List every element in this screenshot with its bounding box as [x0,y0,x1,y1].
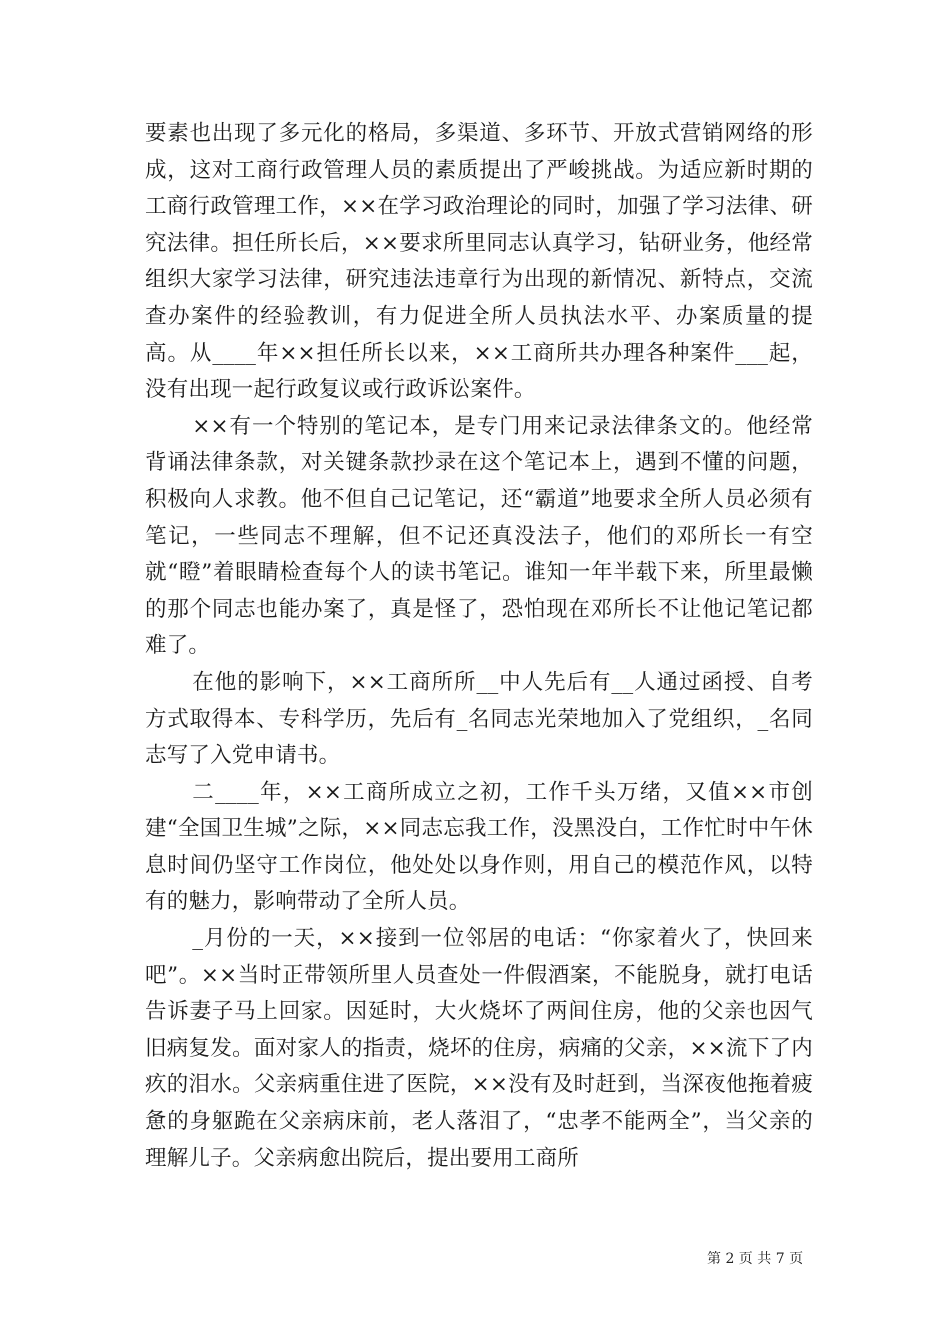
paragraph-4: 二____年，××工商所成立之初，工作千头万绪，又值××市创建“全国卫生城”之际，××同志忘我工作，没黑没白，工作忙时中午休息时间仍坚守工作岗位，他处处以身作则，用自己的模范作风，以特有的魅力，影响带动了全所人员。 [145,779,813,915]
paragraph-1: 要素也出现了多元化的格局，多渠道、多环节、开放式营销网络的形成，这对工商行政管理人员的素质提出了严峻挑战。为适应新时期的工商行政管理工作，××在学习政治理论的同时，加强了学习法律、研究法律。担任所长后，××要求所里同志认真学习，钻研业务，他经常组织大家学习法律，研究违法违章行为出现的新情况、新特点，交流查办案件的经验教训，有力促进全所人员执法水平、办案质量的提高。从____年××担任所长以来，××工商所共办理各种案件___起，没有出现一起行政复议或行政诉讼案件。 [145,121,813,403]
paragraph-5: _月份的一天，××接到一位邻居的电话：“你家着火了，快回来吧”。××当时正带领所里人员查处一件假酒案，不能脱身，就打电话告诉妻子马上回家。因延时，大火烧坏了两间住房，他的父亲也因气旧病复发。面对家人的指责，烧坏的住房，病痛的父亲，××流下了内疚的泪水。父亲病重住进了医院，××没有及时赶到，当深夜他拖着疲惫的身躯跪在父亲病床前，老人落泪了，“忠孝不能两全”，当父亲的理解儿子。父亲病愈出院后，提出要用工商所 [145,926,813,1171]
page-number-footer: 第 2 页 共 7 页 [707,1251,804,1267]
body-text [145,116,813,1177]
paragraph-2: ××有一个特别的笔记本，是专门用来记录法律条文的。他经常背诵法律条款，对关键条款抄录在这个笔记本上，遇到不懂的问题，积极向人求教。他不但自己记笔记，还“霸道”地要求全所人员必须有笔记，一些同志不理解，但不记还真没法子，他们的邓所长一有空就“瞪”着眼睛检查每个人的读书笔记。谁知一年半载下来，所里最懒的那个同志也能办案了，真是怪了，恐怕现在邓所长不让他记笔记都难了。 [145,413,813,659]
paragraph-3: 在他的影响下，××工商所所__中人先后有__人通过函授、自考方式取得本、专科学历，先后有_名同志光荣地加入了党组织，_名同志写了入党申请书。 [145,669,813,769]
